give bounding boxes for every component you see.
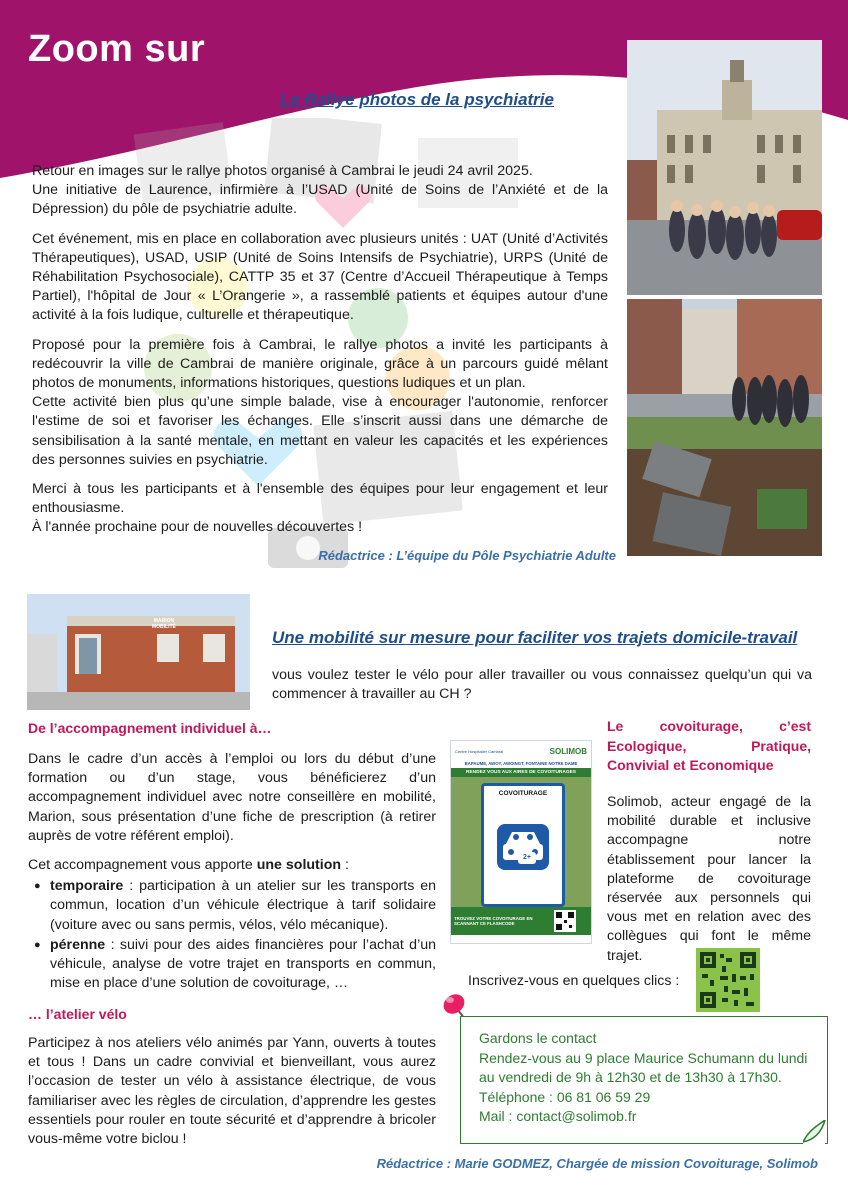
car-icon: [494, 806, 552, 876]
hospital-logo: Centre Hospitalier Cambrai: [455, 748, 504, 754]
solimob-logo: SOLIMOB: [549, 746, 587, 756]
contact-phone[interactable]: Téléphone : 06 81 06 59 29: [479, 1088, 651, 1105]
poster-places: BAPAUME, AWOY, AWOINGT, FONTAINE NOTRE DAME: [464, 761, 578, 766]
solimob-poster: [450, 740, 592, 944]
poster-qr-code-icon: [554, 910, 576, 932]
bike-text: Participez à nos ateliers vélo animés par Yann, ouverts à toutes et tous ! Dans un cadre convivial et bienveillant, vous aurez l’occasion de tester un vélo à assistance électrique, de vous familiariser avec les règles de circulation, d’apprendre les gestes essentiels pour rouler en toute sécurité et d’apprendre à bricoler vous-même votre biclou !: [28, 1035, 436, 1148]
city-hall-group-photo: [627, 40, 822, 295]
individual-heading: De l’accompagnement individuel à…: [28, 720, 272, 736]
signup-text: Inscrivez-vous en quelques clics :: [468, 973, 680, 989]
contact-email[interactable]: Mail : contact@solimob.fr: [479, 1108, 637, 1124]
list-item: [50, 877, 436, 935]
mobility-credit: Rédactrice : Marie GODMEZ, Chargée de mission Covoiturage, Solimob: [376, 1156, 818, 1171]
individual-section: [28, 750, 436, 994]
marion-mobilite-building-photo: [27, 594, 250, 710]
mobility-title: Une mobilité sur mesure pour faciliter vos trajets domicile-travail: [272, 628, 798, 647]
bullet-text: : suivi pour des aides financières pour l’achat d’un véhicule, analyse de votre trajet en transports en commun, mise en place d’une solution de covoiturage, …: [50, 936, 436, 992]
solution-prefix: Cet accompagnement vous apporte: [28, 857, 257, 874]
rally-paragraph: Cet événement, mis en place en collaboration avec plusieurs unités : UAT (Unité d’Activités Thérapeutiques), USAD, USIP (Unité de Soins Intensifs de Psychiatrie), URPS (Unité de Réhabilitation Psychosociale), CATTP 35 et 37 (Centre d’Accueil Thérapeutique à Temps Partiel), l'hôpital de Jour « L’Orangerie », a rassemblé patients et équipes autour d'une activité à la fois ludique, culturelle et thérapeutique.: [32, 230, 608, 324]
list-item: [50, 936, 436, 994]
solution-list: [28, 877, 436, 993]
contact-address: Rendez-vous au 9 place Maurice Schumann du lundi au vendredi de 9h à 12h30 et de 13h30 à 17h30.: [479, 1049, 808, 1085]
bullet-text: : participation à un atelier sur les transports en commun, location d’un véhicule électrique à tarif solidaire (voiture avec ou sans permis, vélos, vélo mécanique).: [50, 878, 436, 933]
contact-title: Gardons le contact: [479, 1030, 597, 1046]
rally-credit: Rédactrice : L’équipe du Pôle Psychiatrie Adulte: [318, 548, 616, 563]
carpool-sign-label: COVOITURAGE: [498, 790, 548, 797]
page-curl-corner: [803, 1120, 827, 1144]
rally-title: Le Rallye photos de la psychiatrie: [280, 90, 554, 109]
poster-cta: TROUVEZ VOTRE COVOITURAGE EN SCANNANT CE FLASHCODE: [454, 915, 533, 926]
individual-text: Dans le cadre d’un accès à l’emploi ou lors du début d’une formation ou d’un stage, vous bénéficierez d’un accompagnement individuel avec notre conseillère en mobilité, Marion, sous présentation d’une fiche de prescription (à retirer auprès de votre référent emploi).: [28, 751, 436, 844]
contact-box: [460, 1016, 828, 1144]
carpool-heading: Le covoiturage, c’est Ecologique, Pratique, Convivial et Economique: [607, 718, 811, 773]
carpool-badge: 2+: [518, 852, 536, 864]
bullet-bold: temporaire: [50, 878, 124, 895]
bullet-bold: pérenne: [50, 936, 106, 953]
solution-line: [28, 856, 436, 875]
poster-banner: RENDEZ VOUS AUX AIRES DE COVOITURAGES: [451, 768, 591, 777]
rally-paragraph: Merci à tous les participants et à l'ensemble des équipes pour leur engagement et leur enthousiasme. À l'année prochaine pour de nouvelles découvertes !: [32, 481, 608, 536]
carpool-text: Solimob, acteur engagé de la mobilité durable et inclusive accompagne notre établissement pour lancer la plateforme de covoiturage réservée aux personnels qui vous met en relation avec des collègues qui font le même trajet.: [607, 794, 811, 964]
bike-heading: … l’atelier vélo: [28, 1006, 127, 1022]
qr-code-icon[interactable]: [696, 948, 760, 1012]
solution-bold: une solution: [256, 857, 342, 874]
mobility-intro: vous voulez tester le vélo pour aller travailler ou vous connaissez quelqu’un qui va commencer à travailler au CH ?: [272, 667, 812, 703]
monument-group-photo: [627, 299, 822, 556]
rally-paragraph: Retour en images sur le rallye photos organisé à Cambrai le jeudi 24 avril 2025. Une initiative de Laurence, infirmière à l’USAD (Unité de Soins de l’Anxiété et de la Dépression) du pôle de psychiatrie adulte.: [32, 163, 608, 218]
rally-paragraph: Proposé pour la première fois à Cambrai, le rallye photos a invité les participants à redécouvrir la ville de Cambrai de manière originale, grâce à un parcours guidé mêlant photos de monuments, informations historiques, questions ludiques et un plan. Cette activité bien plus qu’une simple balade, vise à encourager l'autonomie, renforcer l'estime de soi et favoriser les échanges. Elle s’inscrit aussi dans une démarche de sensibilisation à la santé mentale, en mettant en valeur les capacités et les expériences des personnes suivies en psychiatrie.: [32, 336, 608, 468]
building-sign: MARION MOBILITÉ: [152, 618, 176, 630]
rally-article: [32, 162, 608, 548]
carpool-sign: [481, 783, 565, 907]
solution-suffix: :: [341, 857, 349, 874]
page-title: Zoom sur: [28, 28, 206, 70]
